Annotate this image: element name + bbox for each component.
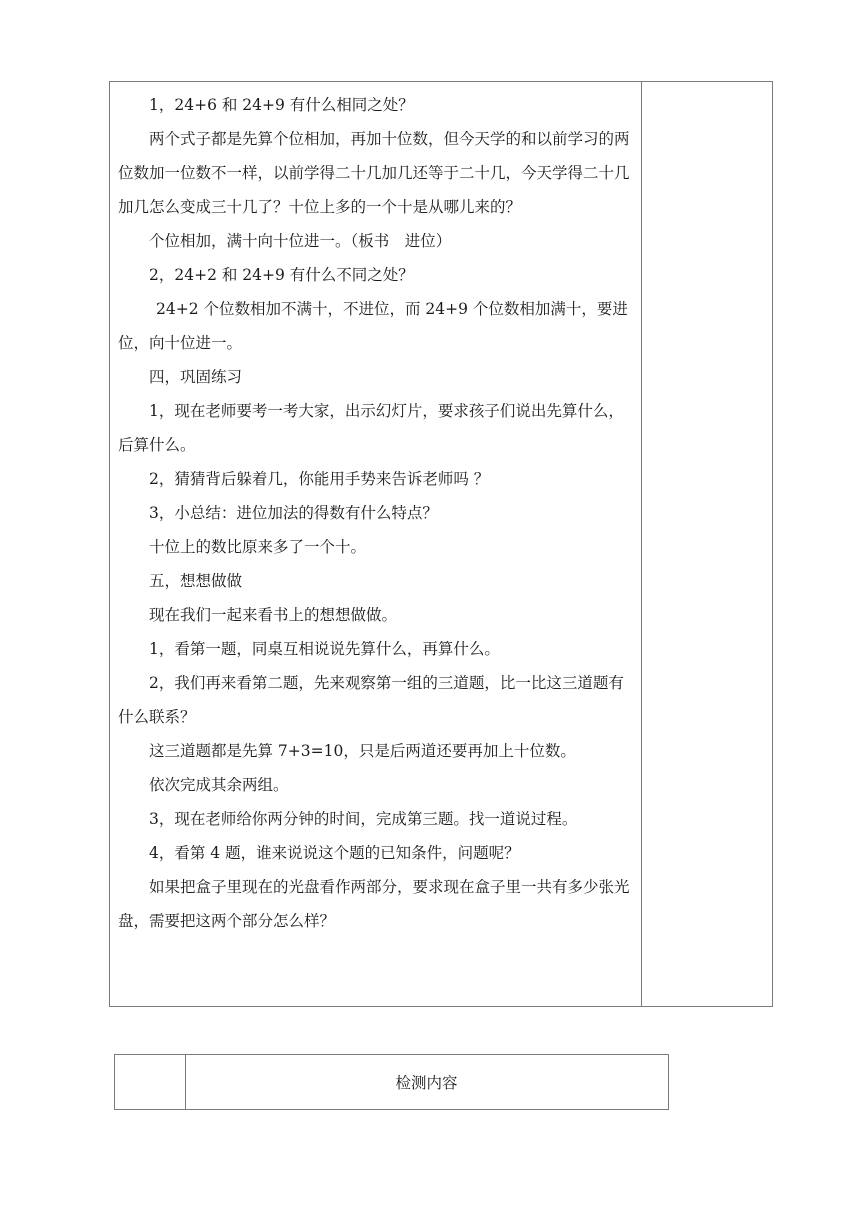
lesson-paragraph: 3，现在老师给你两分钟的时间，完成第三题。找一道说过程。 (149, 810, 578, 828)
lesson-paragraph: 2，24+2 和 24+9 有什么不同之处？ (149, 266, 414, 284)
lesson-paragraph: 四，巩固练习 (149, 368, 243, 386)
lesson-paragraph: 现在我们一起来看书上的想想做做。 (149, 606, 398, 624)
lesson-paragraph: 两个式子都是先算个位相加，再加十位数，但今天学的和以前学习的两位数加一位数不一样，以前学得二十几加几还等于二十几，今天学得二十几加几怎么变成三十几了？十位上多的一个十是从哪儿来的？ (118, 130, 630, 216)
lesson-paragraph: 2，猜猜背后躲着几，你能用手势来告诉老师吗 ？ (149, 470, 490, 488)
lesson-paragraph: 24+2 个位数相加不满十，不进位，而 24+9 个位数相加满十，要进位，向十位进一。 (118, 300, 628, 352)
lesson-paragraph: 如果把盒子里现在的光盘看作两部分，要求现在盒子里一共有多少张光盘，需要把这两个部分怎么样？ (118, 878, 630, 930)
lesson-paragraph: 1，现在老师要考一考大家，出示幻灯片，要求孩子们说出先算什么，后算什么。 (118, 402, 624, 454)
table-column-divider (641, 82, 642, 1006)
lesson-paragraph: 这三道题都是先算 7+3=10，只是后两道还要再加上十位数。 (149, 742, 576, 760)
lesson-paragraph: 4，看第 4 题，谁来说说这个题的已知条件，问题呢？ (149, 844, 520, 862)
lesson-paragraph: 十位上的数比原来多了一个十。 (149, 538, 367, 556)
assessment-table (114, 1054, 669, 1110)
lesson-paragraph: 个位相加，满十向十位进一。（板书 进位） (149, 232, 452, 250)
lesson-paragraph: 1，看第一题，同桌互相说说先算什么，再算什么。 (149, 640, 500, 658)
lesson-paragraph: 依次完成其余两组。 (149, 776, 289, 794)
assessment-label: 检测内容 (395, 1074, 458, 1092)
lesson-table (109, 81, 773, 1007)
lesson-paragraph: 五，想想做做 (149, 572, 243, 590)
lesson-paragraph: 1，24+6 和 24+9 有什么相同之处？ (149, 96, 414, 114)
lesson-content (118, 88, 636, 938)
lesson-paragraph: 3，小总结：进位加法的得数有什么特点？ (149, 504, 438, 522)
lesson-paragraph: 2，我们再来看第二题，先来观察第一组的三道题，比一比这三道题有什么联系？ (118, 674, 624, 726)
